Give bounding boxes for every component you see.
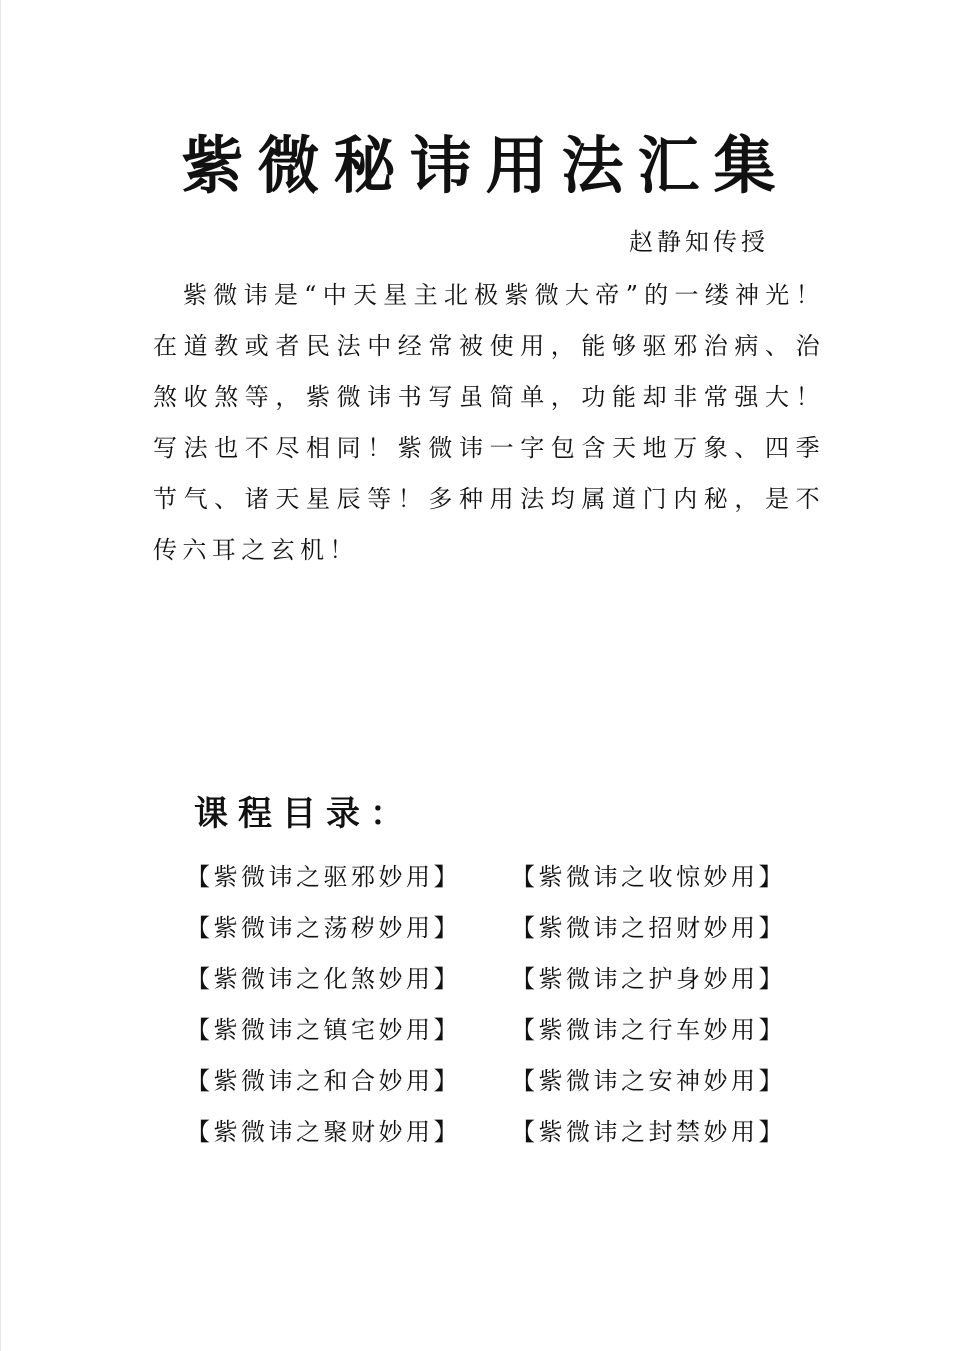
toc-item: 【紫微讳之和合妙用】	[186, 1067, 461, 1095]
toc-item: 【紫微讳之封禁妙用】	[511, 1118, 786, 1146]
toc-item: 【紫微讳之化煞妙用】	[186, 965, 461, 993]
toc-item: 【紫微讳之镇宅妙用】	[186, 1016, 461, 1044]
table-of-contents	[186, 852, 806, 1158]
toc-heading: 课程目录：	[194, 794, 414, 834]
toc-item: 【紫微讳之行车妙用】	[511, 1016, 786, 1044]
toc-item: 【紫微讳之荡秽妙用】	[186, 914, 461, 942]
document-title: 紫微秘讳用法汇集	[181, 129, 790, 202]
toc-item: 【紫微讳之招财妙用】	[511, 914, 786, 942]
toc-item: 【紫微讳之驱邪妙用】	[186, 863, 461, 891]
toc-item: 【紫微讳之护身妙用】	[511, 965, 786, 993]
toc-item: 【紫微讳之收惊妙用】	[511, 863, 786, 891]
toc-item: 【紫微讳之安神妙用】	[511, 1067, 786, 1095]
intro-paragraph: 紫微讳是“中天星主北极紫微大帝”的一缕神光！在道教或者民法中经常被使用，能够驱邪治病、治煞收煞等，紫微讳书写虽简单，功能却非常强大！写法也不尽相同！紫微讳一字包含天地万象、四季节气、诸天星辰等！多种用法均属道门内秘，是不传六耳之玄机！	[153, 281, 825, 564]
toc-item: 【紫微讳之聚财妙用】	[186, 1118, 461, 1146]
author-line: 赵静知传授	[629, 228, 769, 256]
